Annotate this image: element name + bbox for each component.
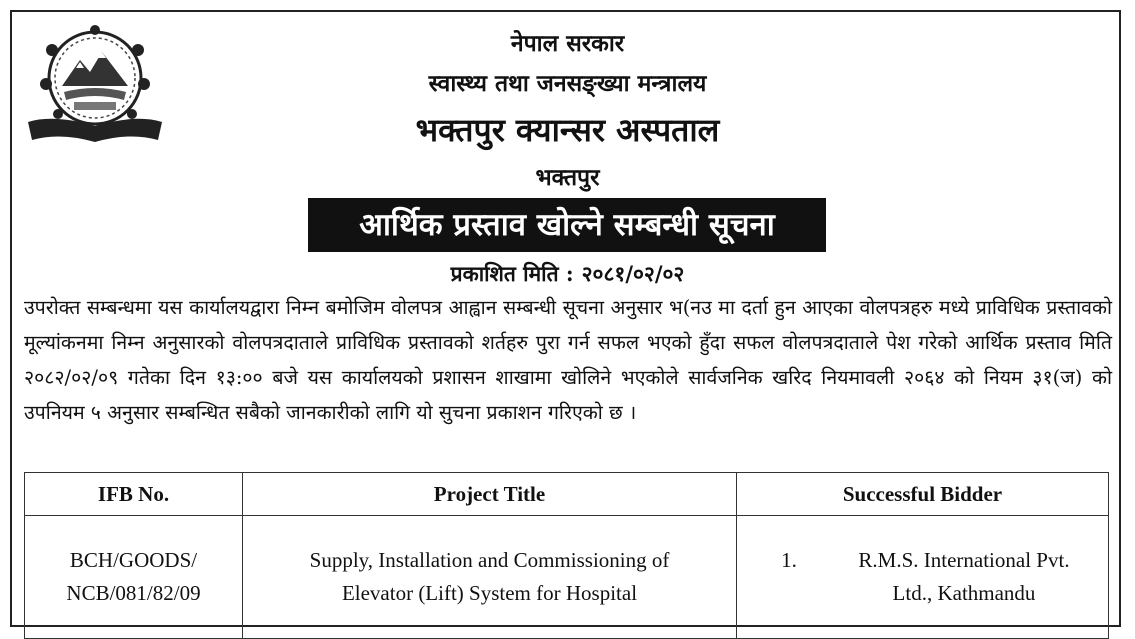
column-header-successful-bidder: Successful Bidder <box>737 473 1109 516</box>
column-header-ifb: IFB No. <box>25 473 243 516</box>
project-title-cell <box>243 516 737 639</box>
bidder-name-line: R.M.S. International Pvt. <box>858 548 1070 572</box>
column-header-project-title: Project Title <box>243 473 737 516</box>
table-header-row <box>25 473 1109 516</box>
project-title-line: Elevator (Lift) System for Hospital <box>341 581 638 605</box>
successful-bidder-cell <box>737 516 1109 639</box>
notice-body: उपरोक्त सम्बन्धमा यस कार्यालयद्वारा निम्न बमोजिम वोलपत्र आह्वान सम्बन्धी सूचना अनुसार भ(नउ मा दर्ता हुन आएका वोलपत्रहरु मध्ये प्राविधिक प्रस्तावको मूल्यांकनमा निम्न अनुसारको वोलपत्रदाताले प्राविधिक प्रस्तावको शर्तहरु पुरा गर्न सफल भएको हुँदा सफल वोलपत्रदाताले पेश गरेको आर्थिक प्रस्ताव मिति २०८२/०२/०९ गतेका दिन १३:०० बजे यस कार्यालयको प्रशासन शाखामा खोलिने भएकोले सार्वजनिक खरिद नियमावली २०६४ को नियम ३१(ज) को उपनियम ५ अनुसार सम्बन्धित सबैको जानकारीको लागि यो सुचना प्रकाशन गरिएको छ । <box>24 296 1112 424</box>
project-title-line: Supply, Installation and Commissioning of <box>309 548 670 572</box>
bidder-number: 1. <box>781 548 797 572</box>
notice-title: आर्थिक प्रस्ताव खोल्ने सम्बन्धी सूचना <box>308 198 826 252</box>
bidder-name-line: Ltd., Kathmandu <box>892 581 1036 605</box>
table-row <box>25 516 1109 639</box>
ministry-name: स्वास्थ्य तथा जनसङ्ख्या मन्त्रालय <box>428 70 707 97</box>
location-name: भक्तपुर <box>535 164 600 191</box>
publication-date-value: २०८१/०२/०२ <box>581 261 685 286</box>
publication-date <box>0 260 1135 288</box>
ifb-number-cell <box>25 516 243 639</box>
publication-date-label: प्रकाशित मिति : <box>450 261 574 286</box>
hospital-name: भक्तपुर क्यान्सर अस्पताल <box>415 111 720 149</box>
bid-table <box>24 472 1109 639</box>
government-name: नेपाल सरकार <box>510 30 625 57</box>
ifb-number-line: BCH/GOODS/ <box>69 548 198 572</box>
ifb-number-line: NCB/081/82/09 <box>66 581 201 605</box>
